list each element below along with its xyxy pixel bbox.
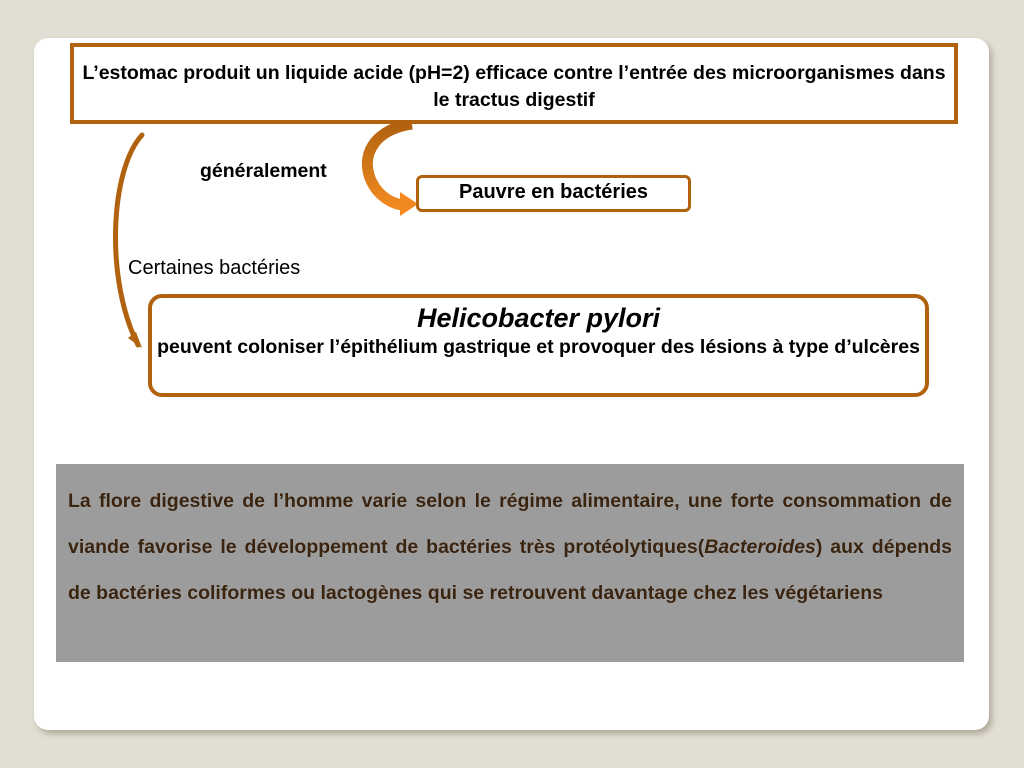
helicobacter-text: peuvent coloniser l’épithélium gastrique et provoquer des lésions à type d’ulcères [157, 336, 920, 358]
helicobacter-title: Helicobacter pylori [416, 303, 661, 333]
some-bacteria-label: Certaines bactéries [128, 257, 301, 279]
stomach-acid-text: L’estomac produit un liquide acide (pH=2) efficace contre l’entrée des microorganismes dans le tractus digestif [82, 62, 946, 111]
bacteroides-italic: Bacteroides [704, 536, 816, 558]
generally-label: généralement [200, 160, 327, 182]
poor-in-bacteria-text: Pauvre en bactéries [459, 181, 648, 203]
left-bracket-arrow-icon [116, 135, 142, 348]
poor-in-bacteria-box [416, 175, 691, 212]
helicobacter-box [148, 294, 929, 397]
curved-arrow-icon [367, 124, 418, 216]
digestive-flora-paragraph [56, 464, 964, 662]
flora-text-after: ) aux dépends de bactéries coliformes ou lactogènes qui se retrouvent davantage chez les végétariens [68, 536, 952, 604]
stomach-acid-box [70, 43, 958, 124]
flora-text-before: La flore digestive de l’homme varie selon le régime alimentaire, une forte consommation de viande favorise le développement de bactéries très protéolytiques( [68, 490, 952, 558]
